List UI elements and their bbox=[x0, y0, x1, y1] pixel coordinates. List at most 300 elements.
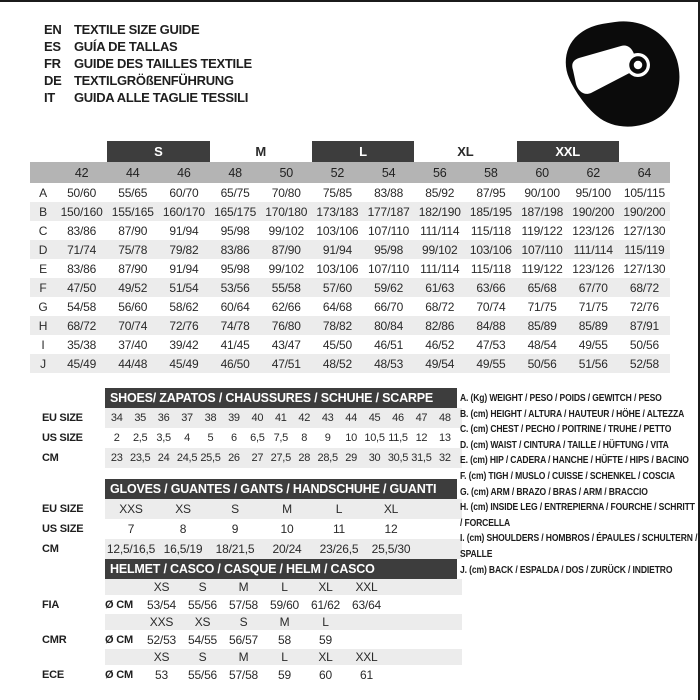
size-group-spacer bbox=[30, 141, 107, 162]
helmet-size-label: XXS bbox=[141, 614, 182, 630]
language-item bbox=[44, 38, 252, 55]
gloves-section-header: GLOVES / GUANTES / GANTS / HANDSCHUHE / GUANTI bbox=[105, 479, 457, 499]
size-value: 70/74 bbox=[476, 299, 506, 314]
size-group-s: S bbox=[107, 141, 209, 162]
table-value: 7 bbox=[127, 522, 135, 536]
size-value: 103/106 bbox=[316, 223, 359, 238]
legend-item-f: F. (cm) TIGH / MUSLO / CUISSE / SCHENKEL / COSCIA bbox=[460, 470, 675, 482]
size-value: 111/114 bbox=[420, 261, 460, 276]
table-value: 41 bbox=[269, 408, 292, 428]
row-filler bbox=[387, 595, 462, 614]
size-value: 83/88 bbox=[374, 185, 404, 200]
size-value: 47/51 bbox=[261, 354, 312, 373]
helmet-table bbox=[42, 579, 462, 684]
size-value: 37/40 bbox=[118, 337, 148, 352]
helmet-unit-cell bbox=[105, 614, 141, 630]
size-value: 49/55 bbox=[578, 337, 608, 352]
size-value: 64/68 bbox=[322, 299, 352, 314]
row-key-d: D bbox=[30, 240, 56, 259]
table-value: 12,5/16,5 bbox=[105, 539, 157, 559]
table-value: XS bbox=[157, 499, 209, 519]
size-group-m: M bbox=[255, 144, 266, 159]
helmet-size-label: L bbox=[264, 579, 305, 595]
size-value: 51/56 bbox=[568, 354, 619, 373]
table-value: 23/26,5 bbox=[313, 539, 365, 559]
size-value: 170/180 bbox=[261, 202, 312, 221]
language-code: FR bbox=[44, 56, 61, 71]
helmet-size-label: S bbox=[182, 649, 223, 665]
legend-item-b: B. (cm) HEIGHT / ALTURA / HAUTEUR / HÖHE / ALTEZZA bbox=[460, 408, 685, 420]
size-column-header: 50 bbox=[261, 162, 312, 183]
size-value: 107/110 bbox=[368, 261, 410, 276]
size-value: 83/86 bbox=[67, 261, 97, 276]
size-value: 47/53 bbox=[476, 337, 506, 352]
size-value: 95/98 bbox=[220, 261, 250, 276]
size-value: 75/78 bbox=[107, 240, 158, 259]
table-value: 23,5 bbox=[128, 448, 151, 468]
size-value: 99/102 bbox=[414, 240, 465, 259]
size-value: 56/60 bbox=[118, 299, 148, 314]
size-value: 119/122 bbox=[521, 261, 563, 276]
size-value: 84/88 bbox=[465, 316, 516, 335]
size-value: 43/47 bbox=[271, 337, 301, 352]
helmet-value: 55/56 bbox=[187, 597, 218, 612]
size-value: 68/72 bbox=[56, 316, 107, 335]
size-value: 35/38 bbox=[67, 337, 97, 352]
size-value: 60/70 bbox=[169, 185, 199, 200]
table-value: 29 bbox=[339, 448, 362, 468]
helmet-value: 63/64 bbox=[351, 597, 382, 612]
table-value: M bbox=[261, 499, 313, 519]
row-label: EU SIZE bbox=[42, 503, 84, 515]
row-filler bbox=[417, 499, 462, 519]
table-value: 30 bbox=[363, 448, 386, 468]
helmet-value: 61/62 bbox=[310, 597, 341, 612]
size-value: 57/60 bbox=[312, 278, 363, 297]
size-value: 46/50 bbox=[210, 354, 261, 373]
row-filler bbox=[387, 665, 462, 684]
helmet-size-label: M bbox=[264, 614, 305, 630]
helmet-row-label bbox=[42, 649, 105, 665]
size-value: 99/102 bbox=[268, 261, 304, 276]
helmet-section-header: HELMET / CASCO / CASQUE / HELM / CASCO bbox=[105, 559, 457, 579]
language-label: GUIDA ALLE TAGLIE TESSILI bbox=[74, 90, 249, 105]
size-group-xl: XL bbox=[457, 144, 474, 159]
size-value: 150/160 bbox=[56, 202, 107, 221]
table-value: 10 bbox=[345, 432, 357, 444]
legend-item-a: A. (Kg) WEIGHT / PESO / POIDS / GEWITCH / PESO bbox=[460, 393, 662, 404]
language-label: TEXTILE SIZE GUIDE bbox=[74, 22, 200, 37]
table-value: 42 bbox=[293, 408, 316, 428]
size-group-xxl: XXL bbox=[517, 141, 619, 162]
legend-item-e: E. (cm) HIP / CADERA / HANCHE / HÜFTE / HIPS / BACINO bbox=[460, 455, 689, 467]
size-value: 85/92 bbox=[425, 185, 455, 200]
size-value: 103/106 bbox=[316, 261, 359, 276]
table-value: 3,5 bbox=[156, 432, 171, 444]
table-value: 24,5 bbox=[175, 448, 198, 468]
size-value: 65/75 bbox=[220, 185, 250, 200]
table-value: 12 bbox=[384, 522, 398, 536]
legend-item-g: G. (cm) ARM / BRAZO / BRAS / ARM / BRACCIO bbox=[460, 486, 648, 498]
size-value: 87/91 bbox=[619, 316, 670, 335]
table-value: 46 bbox=[386, 408, 409, 428]
helmet-value bbox=[346, 630, 387, 649]
table-value: 47 bbox=[410, 408, 433, 428]
table-value: XL bbox=[365, 499, 417, 519]
helmet-size-label: XS bbox=[141, 579, 182, 595]
table-value: 30,5 bbox=[386, 448, 409, 468]
size-value: 49/55 bbox=[465, 354, 516, 373]
helmet-unit: Ø CM bbox=[105, 633, 133, 646]
language-label: TEXTILGRÖßENFÜHRUNG bbox=[74, 73, 234, 88]
table-value: 34 bbox=[105, 408, 128, 428]
size-value: 60/64 bbox=[220, 299, 250, 314]
size-value: 66/70 bbox=[374, 299, 404, 314]
helmet-standard-fia: FIA bbox=[42, 598, 60, 611]
size-value: 46/51 bbox=[374, 337, 404, 352]
size-column-header: 48 bbox=[210, 162, 261, 183]
row-label: US SIZE bbox=[42, 432, 83, 444]
row-label: CM bbox=[42, 543, 59, 555]
size-column-header: 44 bbox=[107, 162, 158, 183]
table-value: 27,5 bbox=[269, 448, 292, 468]
size-value: 83/86 bbox=[210, 240, 261, 259]
table-value: 7,5 bbox=[273, 432, 288, 444]
row-filler bbox=[387, 630, 462, 649]
size-value: 45/49 bbox=[158, 354, 209, 373]
helmet-size-label: S bbox=[223, 614, 264, 630]
helmet-size-label bbox=[346, 614, 387, 630]
helmet-unit: Ø CM bbox=[105, 598, 133, 611]
helmet-value: 52/53 bbox=[146, 632, 177, 647]
size-value: 72/76 bbox=[158, 316, 209, 335]
size-value: 50/60 bbox=[67, 185, 97, 200]
size-value: 182/190 bbox=[414, 202, 465, 221]
measurement-legend bbox=[460, 391, 698, 578]
size-value: 68/72 bbox=[619, 278, 670, 297]
size-group-spacer bbox=[619, 141, 670, 162]
size-value: 39/42 bbox=[169, 337, 199, 352]
language-item bbox=[44, 55, 252, 72]
size-value: 67/70 bbox=[568, 278, 619, 297]
size-value: 85/89 bbox=[568, 316, 619, 335]
size-value: 71/75 bbox=[527, 299, 557, 314]
table-value: 38 bbox=[199, 408, 222, 428]
helmet-value: 61 bbox=[360, 667, 373, 682]
helmet-value: 59 bbox=[278, 667, 291, 682]
size-value: 190/200 bbox=[619, 202, 670, 221]
table-value: 36 bbox=[152, 408, 175, 428]
size-value: 71/74 bbox=[56, 240, 107, 259]
size-value: 62/66 bbox=[271, 299, 301, 314]
table-value: 20/24 bbox=[261, 539, 313, 559]
size-value: 72/76 bbox=[629, 299, 659, 314]
language-code: ES bbox=[44, 39, 61, 54]
helmet-row-label bbox=[42, 614, 105, 630]
size-value: 127/130 bbox=[623, 261, 666, 276]
size-value: 61/63 bbox=[414, 278, 465, 297]
helmet-size-label: S bbox=[182, 579, 223, 595]
size-value: 48/53 bbox=[363, 354, 414, 373]
helmet-size-label: XL bbox=[305, 649, 346, 665]
size-column-header: 52 bbox=[312, 162, 363, 183]
size-value: 91/94 bbox=[169, 223, 199, 238]
size-value: 48/54 bbox=[527, 337, 557, 352]
helmet-unit-cell bbox=[105, 579, 141, 595]
table-value: 10 bbox=[280, 522, 294, 536]
row-key-g: G bbox=[38, 299, 48, 314]
helmet-value: 53/54 bbox=[146, 597, 177, 612]
size-value: 95/98 bbox=[363, 240, 414, 259]
size-column-header: 60 bbox=[517, 162, 568, 183]
language-item bbox=[44, 89, 252, 106]
table-value: 40 bbox=[246, 408, 269, 428]
helmet-row-label bbox=[42, 579, 105, 595]
table-value: 25,5 bbox=[199, 448, 222, 468]
size-value: 58/62 bbox=[169, 299, 199, 314]
size-value: 85/89 bbox=[517, 316, 568, 335]
size-value: 55/65 bbox=[118, 185, 148, 200]
helmet-size-label: L bbox=[305, 614, 346, 630]
size-value: 123/126 bbox=[572, 261, 615, 276]
helmet-value: 56/57 bbox=[228, 632, 259, 647]
size-value: 52/58 bbox=[619, 354, 670, 373]
size-value: 103/106 bbox=[465, 240, 516, 259]
size-value: 127/130 bbox=[623, 223, 666, 238]
table-value: 44 bbox=[339, 408, 362, 428]
language-code: IT bbox=[44, 90, 55, 105]
size-value: 105/115 bbox=[623, 185, 665, 200]
table-value: 2,5 bbox=[132, 432, 148, 444]
row-label: CM bbox=[42, 452, 59, 464]
helmet-size-label: M bbox=[223, 649, 264, 665]
table-value: 37 bbox=[175, 408, 198, 428]
size-value: 95/98 bbox=[220, 223, 250, 238]
size-column-header: 64 bbox=[619, 162, 670, 183]
legend-item-j: J. (cm) BACK / ESPALDA / DOS / ZURÜCK / INDIETRO bbox=[460, 564, 673, 576]
size-value: 115/118 bbox=[470, 223, 512, 238]
table-value: 18/21,5 bbox=[209, 539, 261, 559]
table-value: 31,5 bbox=[410, 448, 433, 468]
size-value: 107/110 bbox=[517, 240, 568, 259]
helmet-size-label: M bbox=[223, 579, 264, 595]
size-value: 119/122 bbox=[521, 223, 563, 238]
size-value: 87/90 bbox=[118, 261, 148, 276]
helmet-size-label: XXL bbox=[346, 579, 387, 595]
size-value: 90/100 bbox=[524, 185, 560, 200]
helmet-standard-ece: ECE bbox=[42, 668, 65, 681]
helmet-unit: Ø CM bbox=[105, 668, 133, 681]
size-value: 111/114 bbox=[568, 240, 619, 259]
size-column-header: 56 bbox=[414, 162, 465, 183]
table-value: 16,5/19 bbox=[157, 539, 209, 559]
row-filler bbox=[387, 649, 462, 665]
row-key-c: C bbox=[38, 223, 48, 238]
shoes-section-header: SHOES/ ZAPATOS / CHAUSSURES / SCHUHE / SCARPE bbox=[105, 388, 457, 408]
table-value: 25,5/30 bbox=[365, 539, 417, 559]
language-label: GUIDE DES TAILLES TEXTILE bbox=[74, 56, 252, 71]
size-value: 71/75 bbox=[578, 299, 608, 314]
row-key-a: A bbox=[39, 185, 47, 200]
helmet-value: 58 bbox=[278, 632, 291, 647]
legend-item-c: C. (cm) CHEST / PECHO / POITRINE / TRUHE / PETTO bbox=[460, 424, 672, 436]
size-column-header: 62 bbox=[568, 162, 619, 183]
row-filler bbox=[387, 579, 462, 595]
table-value: 27 bbox=[246, 448, 269, 468]
helmet-value: 53 bbox=[155, 667, 168, 682]
size-value: 160/170 bbox=[158, 202, 209, 221]
table-value: 26 bbox=[222, 448, 245, 468]
helmet-size-label: L bbox=[264, 649, 305, 665]
legend-item-d: D. (cm) WAIST / CINTURA / TAILLE / HÜFTUNG / VITA bbox=[460, 439, 669, 451]
row-key-j: J bbox=[30, 354, 56, 373]
size-value: 190/200 bbox=[568, 202, 619, 221]
row-filler bbox=[417, 519, 462, 539]
helmet-value: 55/56 bbox=[187, 667, 218, 682]
table-value: 9 bbox=[324, 432, 331, 444]
table-value: 8 bbox=[301, 432, 308, 444]
size-value: 70/80 bbox=[271, 185, 301, 200]
table-value: 4 bbox=[184, 432, 190, 444]
language-label: GUÍA DE TALLAS bbox=[74, 39, 178, 54]
size-value: 80/84 bbox=[363, 316, 414, 335]
size-value: 173/183 bbox=[312, 202, 363, 221]
helmet-size-label: XS bbox=[182, 614, 223, 630]
table-value: 11 bbox=[332, 522, 346, 536]
size-value: 74/78 bbox=[210, 316, 261, 335]
table-value: L bbox=[313, 499, 365, 519]
legend-item-h: H. (cm) INSIDE LEG / ENTREPIERNA / FOURCHE / SCHRITT / FORCELLA bbox=[460, 502, 695, 529]
helmet-section bbox=[42, 559, 462, 684]
helmet-size-label: XS bbox=[141, 649, 182, 665]
size-column-header: 54 bbox=[363, 162, 414, 183]
row-label: EU SIZE bbox=[42, 412, 83, 424]
table-value: 12 bbox=[415, 432, 428, 444]
size-column-header: 46 bbox=[158, 162, 209, 183]
shoes-section bbox=[42, 388, 462, 468]
row-key-i: I bbox=[41, 337, 45, 352]
table-value: 8 bbox=[179, 522, 187, 536]
table-value: 48 bbox=[433, 408, 456, 428]
table-value: 6 bbox=[230, 432, 237, 444]
size-value: 155/165 bbox=[107, 202, 158, 221]
table-value: 39 bbox=[222, 408, 245, 428]
size-value: 53/56 bbox=[210, 278, 261, 297]
language-list bbox=[44, 21, 252, 106]
table-value: 24 bbox=[152, 448, 175, 468]
table-value: S bbox=[209, 499, 261, 519]
size-value: 45/50 bbox=[322, 337, 352, 352]
size-group-l: L bbox=[312, 141, 414, 162]
size-value: 75/85 bbox=[322, 185, 352, 200]
size-value: 91/94 bbox=[312, 240, 363, 259]
table-value: 10,5 bbox=[364, 432, 385, 444]
size-value: 165/175 bbox=[210, 202, 261, 221]
helmet-size-label: XXL bbox=[346, 649, 387, 665]
row-filler bbox=[417, 539, 462, 559]
language-code: DE bbox=[44, 73, 62, 88]
size-value: 111/114 bbox=[420, 223, 460, 238]
size-value: 115/119 bbox=[619, 240, 670, 259]
racing-helmet-icon bbox=[556, 18, 692, 130]
helmet-value: 59/60 bbox=[269, 597, 300, 612]
table-value: 43 bbox=[316, 408, 339, 428]
size-value: 87/95 bbox=[476, 185, 506, 200]
size-value: 45/49 bbox=[56, 354, 107, 373]
row-key-h: H bbox=[30, 316, 56, 335]
size-value: 115/118 bbox=[470, 261, 512, 276]
size-value: 177/187 bbox=[363, 202, 414, 221]
row-label: US SIZE bbox=[42, 523, 84, 535]
helmet-value: 57/58 bbox=[228, 597, 259, 612]
table-value: 32 bbox=[433, 448, 456, 468]
size-value: 68/72 bbox=[425, 299, 455, 314]
language-code: EN bbox=[44, 22, 62, 37]
size-value: 59/62 bbox=[363, 278, 414, 297]
size-value: 99/102 bbox=[268, 223, 304, 238]
table-value: 28 bbox=[293, 448, 316, 468]
size-value: 50/56 bbox=[629, 337, 659, 352]
size-value: 95/100 bbox=[575, 185, 611, 200]
size-value: 91/94 bbox=[169, 261, 199, 276]
size-value: 83/86 bbox=[67, 223, 97, 238]
helmet-value: 54/55 bbox=[187, 632, 218, 647]
size-value: 49/54 bbox=[414, 354, 465, 373]
table-value: 45 bbox=[363, 408, 386, 428]
size-value: 123/126 bbox=[572, 223, 615, 238]
table-value: 35 bbox=[128, 408, 151, 428]
shoes-table bbox=[42, 408, 462, 468]
table-value: 5 bbox=[207, 432, 214, 444]
size-value: 187/198 bbox=[517, 202, 568, 221]
table-value: 23 bbox=[105, 448, 128, 468]
size-value: 79/82 bbox=[158, 240, 209, 259]
legend-item-i: I. (cm) SHOULDERS / HOMBROS / ÉPAULES / SCHULTERN / SPALLE bbox=[460, 533, 698, 560]
size-value: 70/74 bbox=[107, 316, 158, 335]
gloves-section bbox=[42, 479, 462, 559]
size-value: 50/56 bbox=[517, 354, 568, 373]
table-value: 2 bbox=[113, 432, 120, 444]
size-value: 46/52 bbox=[425, 337, 455, 352]
size-value: 49/52 bbox=[107, 278, 158, 297]
size-value: 63/66 bbox=[465, 278, 516, 297]
size-value: 65/68 bbox=[517, 278, 568, 297]
size-column-header: 42 bbox=[56, 162, 107, 183]
row-key-e: E bbox=[39, 261, 47, 276]
row-filler bbox=[387, 614, 462, 630]
size-columns-corner bbox=[30, 162, 56, 183]
size-value: 87/90 bbox=[118, 223, 148, 238]
size-value: 185/195 bbox=[465, 202, 516, 221]
row-key-f: F bbox=[30, 278, 56, 297]
helmet-value: 59 bbox=[319, 632, 332, 647]
size-value: 87/90 bbox=[261, 240, 312, 259]
table-value: 13 bbox=[439, 432, 451, 444]
size-value: 48/52 bbox=[312, 354, 363, 373]
helmet-value: 60 bbox=[319, 667, 332, 682]
language-item bbox=[44, 72, 252, 89]
size-value: 82/86 bbox=[414, 316, 465, 335]
helmet-value: 57/58 bbox=[228, 667, 259, 682]
size-value: 54/58 bbox=[67, 299, 97, 314]
size-value: 55/58 bbox=[261, 278, 312, 297]
row-key-b: B bbox=[30, 202, 56, 221]
gloves-table bbox=[42, 499, 462, 559]
helmet-standard-cmr: CMR bbox=[42, 633, 67, 646]
size-value: 51/54 bbox=[158, 278, 209, 297]
table-value: 6,5 bbox=[250, 432, 265, 444]
size-value: 107/110 bbox=[368, 223, 410, 238]
